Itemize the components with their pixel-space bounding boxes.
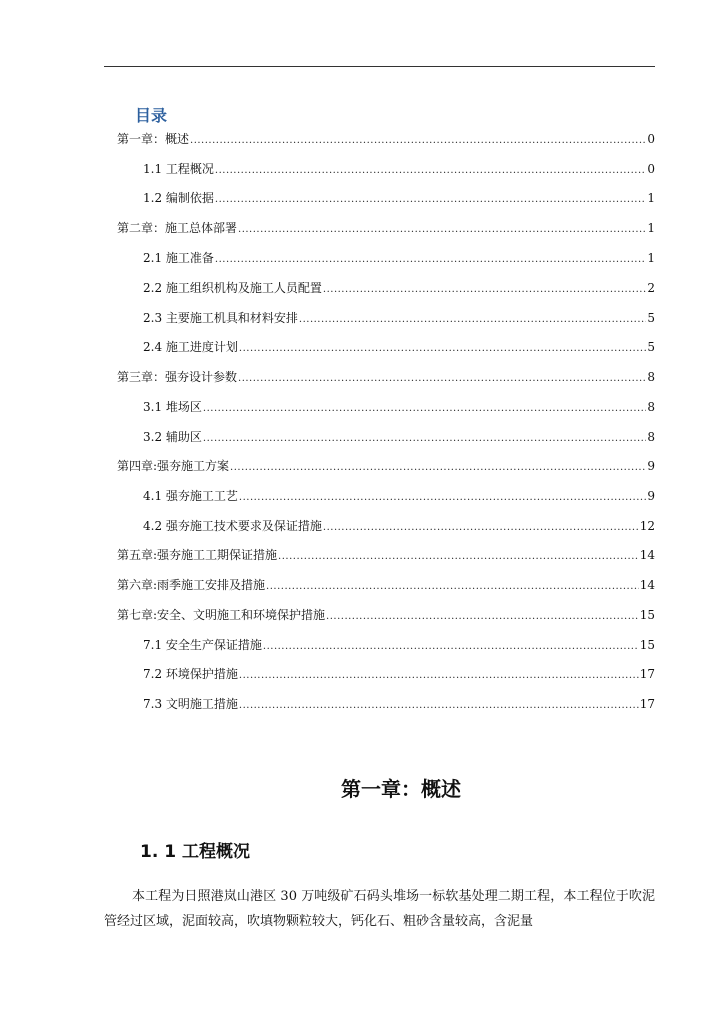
toc-entry-label: 第五章:强夯施工工期保证措施 (117, 548, 278, 562)
toc-entry-2-2[interactable] (143, 279, 655, 297)
toc-leader-dots (238, 219, 646, 237)
toc-entry-label: 7.1 安全生产保证措施 (143, 638, 262, 652)
toc-entry-4-1[interactable] (143, 487, 655, 505)
toc-entry-label: 第一章：概述 (117, 132, 190, 146)
toc-leader-dots (263, 636, 639, 654)
toc-leader-dots (239, 665, 639, 683)
toc-leader-dots (266, 576, 639, 594)
toc-entry-page: 1 (647, 251, 655, 265)
toc-leader-dots (239, 338, 646, 356)
toc-entry-page: 8 (647, 370, 655, 384)
toc-entry-page: 17 (639, 667, 655, 681)
toc-entry-label: 2.3 主要施工机具和材料安排 (143, 311, 298, 325)
toc-entry-1-1[interactable] (143, 160, 655, 178)
toc-entry-2-3[interactable] (143, 309, 655, 327)
toc-entry-label: 2.1 施工准备 (143, 251, 214, 265)
toc-entry-chapter-1[interactable] (117, 130, 655, 148)
toc-entry-page: 2 (647, 281, 655, 295)
toc-leader-dots (323, 279, 646, 297)
toc-entry-page: 1 (647, 221, 655, 235)
toc-entry-label: 第四章:强夯施工方案 (117, 459, 230, 473)
toc-leader-dots (238, 368, 646, 386)
chapter-heading: 第一章：概述 (341, 777, 461, 801)
toc-entry-page: 5 (647, 311, 655, 325)
toc-leader-dots (215, 160, 646, 178)
toc-entry-label: 2.4 施工进度计划 (143, 340, 238, 354)
toc-entry-label: 3.2 辅助区 (143, 430, 202, 444)
body-paragraph: 本工程为日照港岚山港区 30 万吨级矿石码头堆场一标软基处理二期工程，本工程位于吹泥管经过区域，泥面较高，吹填物颗粒较大，钙化石、粗砂含量较高，含泥量 (104, 889, 655, 929)
toc-entry-label: 第六章:雨季施工安排及措施 (117, 578, 266, 592)
toc-leader-dots (239, 695, 639, 713)
toc-entry-page: 15 (639, 608, 655, 622)
toc-entry-7-1[interactable] (143, 636, 655, 654)
toc-entry-label: 第七章:安全、文明施工和环境保护措施 (117, 608, 326, 622)
toc-entry-4-2[interactable] (143, 517, 655, 535)
toc-leader-dots (203, 428, 646, 446)
toc-entry-label: 2.2 施工组织机构及施工人员配置 (143, 281, 322, 295)
toc-entry-label: 7.2 环境保护措施 (143, 667, 238, 681)
toc-leader-dots (239, 487, 646, 505)
toc-entry-label: 1.1 工程概况 (143, 162, 214, 176)
toc-entry-page: 12 (639, 519, 655, 533)
toc-entry-page: 15 (639, 638, 655, 652)
toc-entry-2-1[interactable] (143, 249, 655, 267)
toc-entry-chapter-5[interactable] (117, 546, 655, 564)
toc-entry-label: 3.1 堆场区 (143, 400, 202, 414)
toc-entry-label: 第三章：强夯设计参数 (117, 370, 238, 384)
toc-entry-2-4[interactable] (143, 338, 655, 356)
toc-entry-1-2[interactable] (143, 189, 655, 207)
toc-entry-page: 0 (647, 162, 655, 176)
toc-entry-page: 14 (639, 578, 655, 592)
toc-entry-chapter-4[interactable] (117, 457, 655, 475)
toc-leader-dots (190, 130, 646, 148)
toc-entry-page: 14 (639, 548, 655, 562)
toc-leader-dots (299, 309, 646, 327)
toc-entry-chapter-2[interactable] (117, 219, 655, 237)
toc-entry-page: 0 (647, 132, 655, 146)
toc-leader-dots (215, 249, 646, 267)
toc-entry-label: 7.3 文明施工措施 (143, 697, 238, 711)
toc-leader-dots (323, 517, 639, 535)
toc-title: 目录 (135, 106, 168, 125)
section-heading: 1. 1 工程概况 (140, 842, 250, 862)
toc-entry-chapter-7[interactable] (117, 606, 655, 624)
toc-entry-label: 第二章：施工总体部署 (117, 221, 238, 235)
toc-leader-dots (278, 546, 639, 564)
toc-leader-dots (230, 457, 646, 475)
toc-entry-page: 5 (647, 340, 655, 354)
toc-entry-label: 4.2 强夯施工技术要求及保证措施 (143, 519, 322, 533)
toc-entry-page: 1 (647, 191, 655, 205)
toc-entry-page: 8 (647, 430, 655, 444)
toc-entry-7-3[interactable] (143, 695, 655, 713)
toc-entry-chapter-6[interactable] (117, 576, 655, 594)
toc-entry-3-1[interactable] (143, 398, 655, 416)
toc-leader-dots (326, 606, 639, 624)
toc-entry-page: 9 (647, 459, 655, 473)
toc-entry-label: 4.1 强夯施工工艺 (143, 489, 238, 503)
toc-entry-label: 1.2 编制依据 (143, 191, 214, 205)
toc-leader-dots (215, 189, 646, 207)
toc-leader-dots (203, 398, 646, 416)
toc-entry-page: 9 (647, 489, 655, 503)
toc-entry-7-2[interactable] (143, 665, 655, 683)
toc-entry-chapter-3[interactable] (117, 368, 655, 386)
toc-entry-3-2[interactable] (143, 428, 655, 446)
toc-entry-page: 17 (639, 697, 655, 711)
toc-entry-page: 8 (647, 400, 655, 414)
